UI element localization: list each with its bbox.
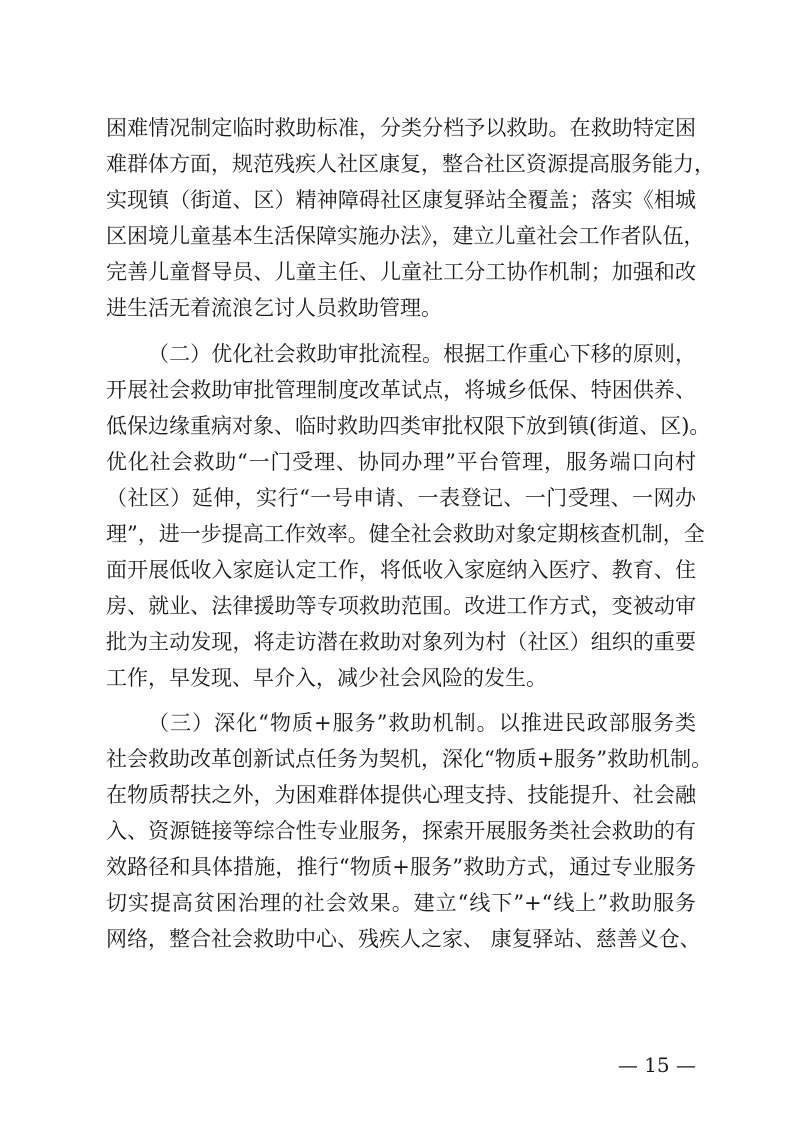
text-line: 网络，整合社会救助中心、残疾人之家、 康复驿站、慈善义仓、 [106, 927, 701, 951]
text-line: 面开展低收入家庭认定工作，将低收入家庭纳入医疗、教育、住 [106, 558, 696, 582]
text-line: 工作，早发现、早介入，减少社会风险的发生。 [106, 666, 547, 690]
text-line: 进生活无着流浪乞讨人员救助管理。 [106, 296, 442, 320]
text-line: （三）深化“物质+服务”救助机制。以推进民政部服务类 [148, 711, 696, 735]
text-line: 效路径和具体措施，推行“物质+服务”救助方式，通过专业服务 [106, 855, 696, 879]
text-line: 优化社会救助“一门受理、协同办理”平台管理，服务端口向村 [106, 450, 696, 474]
text-line: 房、就业、法律援助等专项救助范围。改进工作方式，变被动审 [106, 594, 696, 618]
text-line: 切实提高贫困治理的社会效果。建立“线下”+“线上”救助服务 [106, 891, 696, 915]
text-line: 困难情况制定临时救助标准，分类分档予以救助。在救助特定困 [106, 116, 696, 140]
text-line: 难群体方面，规范残疾人社区康复，整合社区资源提高服务能力， [106, 152, 715, 176]
text-line: （社区）延伸，实行“一号申请、一表登记、一门受理、一网办 [106, 486, 696, 510]
text-line: 理”，进一步提高工作效率。健全社会救助对象定期核查机制，全 [106, 522, 705, 546]
text-line: 开展社会救助审批管理制度改革试点，将城乡低保、特困供养、 [106, 378, 696, 402]
page-number: — 15 — [617, 1053, 696, 1077]
text-line: 在物质帮扶之外，为困难群体提供心理支持、技能提升、社会融 [106, 783, 696, 807]
text-line: 低保边缘重病对象、临时救助四类审批权限下放到镇(街道、区)。 [106, 414, 711, 438]
text-line: 入、资源链接等综合性专业服务，探索开展服务类社会救助的有 [106, 819, 696, 843]
text-line: （二）优化社会救助审批流程。根据工作重心下移的原则， [148, 342, 696, 366]
text-line: 批为主动发现，将走访潜在救助对象列为村（社区）组织的重要 [106, 630, 696, 654]
text-line: 完善儿童督导员、儿童主任、儿童社工分工协作机制；加强和改 [106, 260, 696, 284]
text-line: 实现镇（街道、区）精神障碍社区康复驿站全覆盖；落实《相城 [106, 188, 696, 212]
text-line: 社会救助改革创新试点任务为契机，深化“物质+服务”救助机制。 [106, 747, 713, 771]
text-line: 区困境儿童基本生活保障实施办法》，建立儿童社会工作者队伍， [106, 224, 705, 248]
